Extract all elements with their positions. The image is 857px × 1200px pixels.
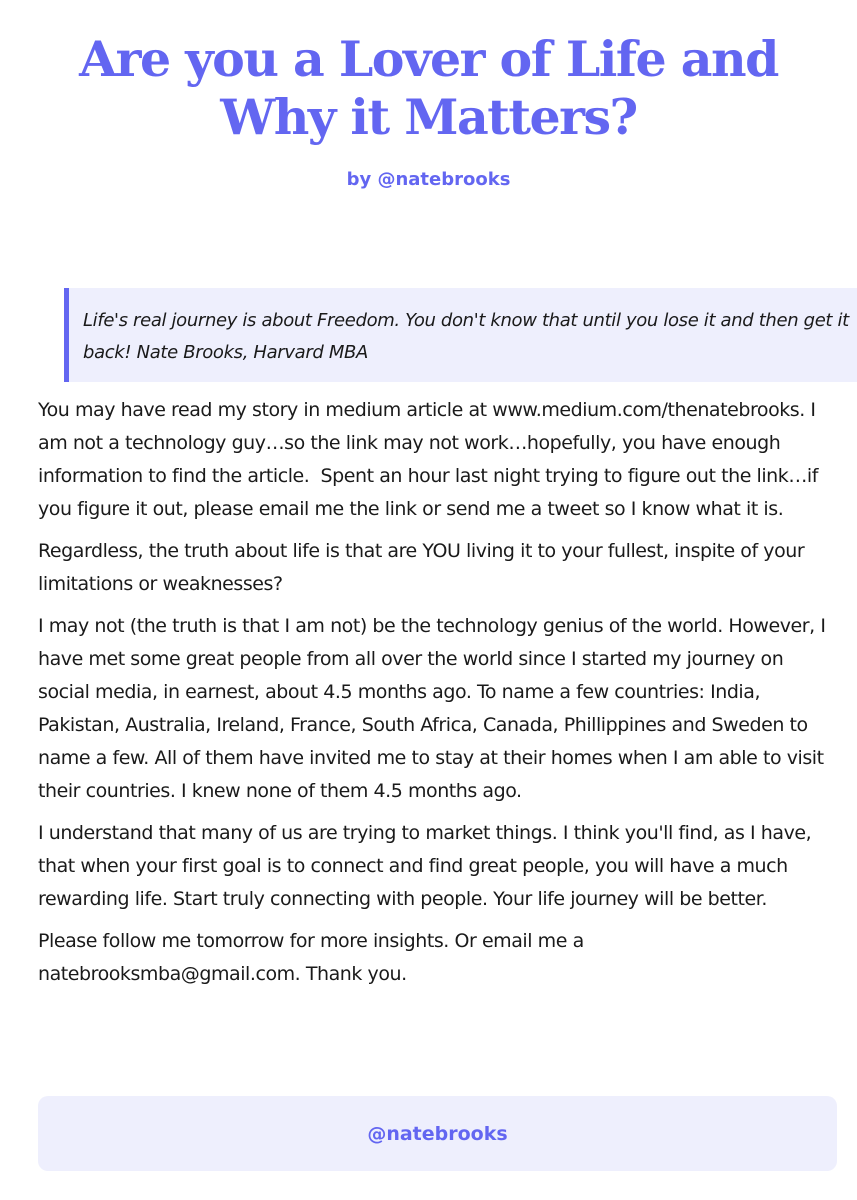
pull-quote bbox=[64, 288, 857, 382]
article-paragraph: Please follow me tomorrow for more insights. Or email me a natebrooksmba@gmail.com. Thank you. bbox=[38, 930, 590, 985]
article-paragraph: I may not (the truth is that I am not) be the technology genius of the world. However, I have met some great people from all over the world since I started my journey on social media, in earnest, about 4.5 months ago. To name a few countries: India, Pakistan, Australia, Ireland, France, South Africa, Canada, Phillippines and Sweden to name a few. All of them have invited me to stay at their homes when I am able to visit their countries. I knew none of them 4.5 months ago. bbox=[38, 615, 832, 802]
article-paragraph: I understand that many of us are trying to market things. I think you'll find, as I have, that when your first goal is to connect and find great people, you will have a much rewarding life. Start truly connecting with people. Your life journey will be better. bbox=[38, 822, 817, 910]
article-paragraph: Regardless, the truth about life is that are YOU living it to your fullest, inspite of your limitations or weaknesses? bbox=[38, 540, 810, 595]
pull-quote-text: Life's real journey is about Freedom. You don't know that until you lose it and then get it back! Nate Brooks, Harvard MBA bbox=[83, 310, 849, 363]
article-body bbox=[38, 394, 832, 1000]
article-title: Are you a Lover of Life and Why it Matters? bbox=[79, 30, 778, 146]
footer-author-handle[interactable]: @natebrooks bbox=[367, 1122, 508, 1145]
author-footer bbox=[38, 1096, 837, 1171]
article-paragraph: You may have read my story in medium article at www.medium.com/thenatebrooks. I am not a technology guy…so the link may not work…hopefully, you have enough information to find the article. Spent an hour last night trying to figure out the link…if you figure it out, please email me the link or send me a tweet so I know what it is. bbox=[38, 399, 824, 520]
author-byline: by @natebrooks bbox=[346, 169, 511, 190]
